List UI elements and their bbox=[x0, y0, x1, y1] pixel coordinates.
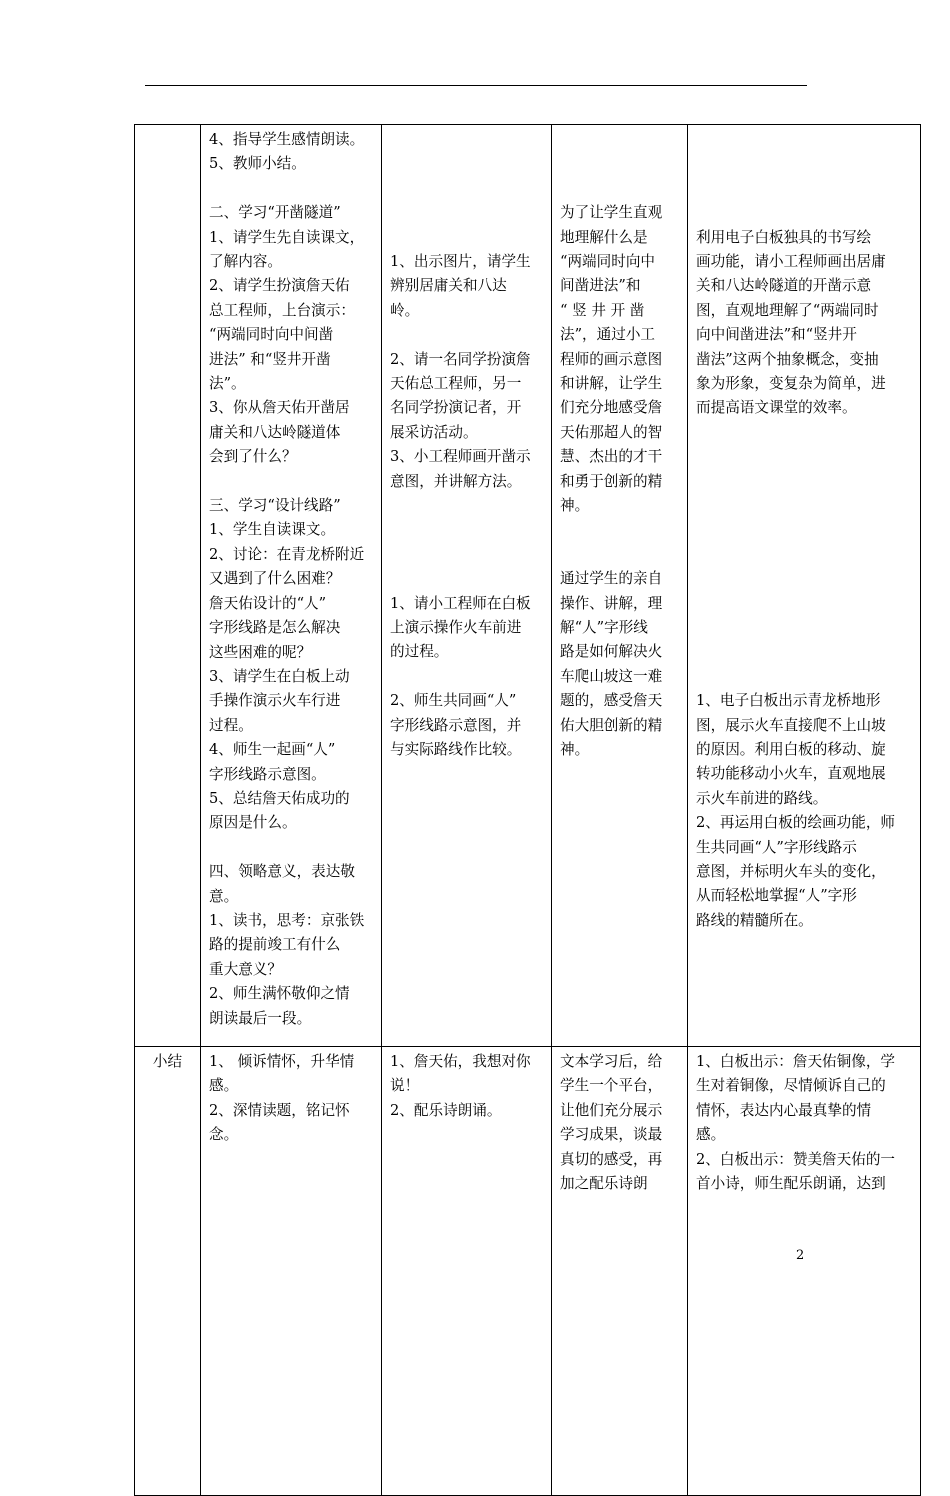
summary-row bbox=[135, 1047, 921, 1496]
blank-line bbox=[560, 152, 679, 176]
text-line: 1、电子白板出示青龙桥地形 bbox=[696, 692, 881, 710]
text-line: “两端同时向中间凿 bbox=[209, 326, 334, 344]
text-line: 程师的画示意图 bbox=[560, 350, 663, 368]
blank-line bbox=[696, 494, 912, 518]
blank-line bbox=[390, 152, 543, 176]
text-line: 1、 倾诉情怀，升华情 bbox=[209, 1053, 355, 1070]
blank-line bbox=[390, 665, 543, 689]
blank-line bbox=[696, 201, 912, 225]
text-line: 和讲解，让学生 bbox=[560, 375, 663, 393]
blank-line bbox=[390, 201, 543, 225]
text-line: 这些困难的呢？ bbox=[209, 643, 312, 661]
summary-intent-cell bbox=[552, 1047, 688, 1496]
text-line: 解“人”字形线 bbox=[560, 619, 648, 637]
text-line: “ 竖 井 开 凿 bbox=[560, 301, 645, 319]
blank-line bbox=[560, 543, 679, 567]
text-line: 神。 bbox=[560, 741, 590, 759]
blank-line bbox=[209, 836, 373, 860]
text-line: 2、请学生扮演詹天佑 bbox=[209, 277, 350, 295]
text-line: 1、请小工程师在白板 bbox=[390, 594, 531, 612]
blank-line bbox=[560, 518, 679, 542]
row-label-summary: 小结 bbox=[135, 1047, 201, 1496]
text-line: 佑大胆创新的精 bbox=[560, 716, 663, 734]
text-line: 詹天佑设计的“人” bbox=[209, 594, 327, 612]
text-line: 的过程。 bbox=[390, 643, 449, 661]
text-line: 凿法”这两个抽象概念，变抽 bbox=[696, 350, 879, 368]
text-line: 2、讨论：在青龙桥附近 bbox=[209, 545, 365, 563]
text-line: 1、读书，思考：京张铁 bbox=[209, 911, 365, 929]
text-line: 加之配乐诗朗 bbox=[560, 1175, 648, 1193]
text-line: 间凿进法”和 bbox=[560, 277, 641, 295]
text-line: 为了让学生直观 bbox=[560, 204, 663, 222]
text-line: 示火车前进的路线。 bbox=[696, 789, 828, 807]
text-line: 进法” 和“竖井开凿 bbox=[209, 350, 331, 368]
text-line: 字形线路是怎么解决 bbox=[209, 619, 341, 637]
blank-line bbox=[696, 567, 912, 591]
blank-line bbox=[696, 640, 912, 664]
student-activity-cell bbox=[382, 125, 552, 1047]
text-line: 2、师生共同画“人” bbox=[390, 692, 517, 710]
text-line: 首小诗，师生配乐朗诵，达到 bbox=[696, 1175, 886, 1193]
text-line: 原因是什么。 bbox=[209, 814, 297, 832]
text-line: 2、师生满怀敬仰之情 bbox=[209, 985, 350, 1003]
whiteboard-use-cell bbox=[688, 125, 921, 1047]
text-line: 地理解什么是 bbox=[560, 228, 648, 246]
text-line: 5、总结詹天佑成功的 bbox=[209, 789, 350, 807]
blank-line bbox=[390, 543, 543, 567]
text-line: 过程。 bbox=[209, 716, 253, 734]
blank-line bbox=[390, 518, 543, 542]
text-line: 生共同画“人”字形线路示 bbox=[696, 838, 857, 856]
design-intent-cell bbox=[552, 125, 688, 1047]
text-line: 意图，并标明火车头的变化， bbox=[696, 862, 886, 880]
blank-line bbox=[696, 518, 912, 542]
text-line: 意图，并讲解方法。 bbox=[390, 472, 522, 490]
text-line: 1、出示图片，请学生 bbox=[390, 252, 531, 270]
text-line: 和勇于创新的精 bbox=[560, 472, 663, 490]
text-line: 1、白板出示：詹天佑铜像，学 bbox=[696, 1053, 896, 1070]
blank-line bbox=[390, 177, 543, 201]
text-line: 了解内容。 bbox=[209, 253, 282, 271]
text-line: 从而轻松地掌握“人”字形 bbox=[696, 887, 857, 905]
text-line: 利用电子白板独具的书写绘 bbox=[696, 228, 872, 246]
text-line: 感。 bbox=[209, 1077, 239, 1095]
text-line: 1、请学生先自读课文， bbox=[209, 228, 365, 246]
text-line: 2、再运用白板的绘画功能，师 bbox=[696, 814, 896, 832]
text-line: 的原因。利用白板的移动、旋 bbox=[696, 740, 886, 758]
text-line: 2、请一名同学扮演詹 bbox=[390, 350, 531, 368]
text-line: 真切的感受，再 bbox=[560, 1150, 663, 1168]
text-line: 操作、讲解，理 bbox=[560, 594, 663, 612]
blank-line bbox=[390, 494, 543, 518]
text-line: 象为形象，变复杂为简单，进 bbox=[696, 375, 886, 392]
teacher-activity-cell bbox=[201, 125, 382, 1047]
row-label-main bbox=[135, 125, 201, 1047]
text-line: 辨别居庸关和八达 bbox=[390, 277, 507, 295]
summary-teacher-cell bbox=[201, 1047, 382, 1496]
blank-line bbox=[696, 592, 912, 616]
blank-line bbox=[696, 445, 912, 469]
text-line: 意。 bbox=[209, 887, 239, 905]
blank-line bbox=[696, 470, 912, 494]
text-line: 1、学生自读课文。 bbox=[209, 521, 336, 539]
text-line: 们充分地感受詹 bbox=[560, 399, 663, 417]
text-line: 岭。 bbox=[390, 301, 420, 319]
text-line: 3、你从詹天佑开凿居 bbox=[209, 399, 350, 417]
text-line: 重大意义？ bbox=[209, 960, 282, 978]
blank-line bbox=[560, 128, 679, 152]
text-line: 题的，感受詹天 bbox=[560, 692, 663, 710]
text-line: 展采访活动。 bbox=[390, 423, 478, 441]
blank-line bbox=[696, 421, 912, 445]
text-line: 又遇到了什么困难？ bbox=[209, 570, 341, 588]
text-line: 字形线路示意图，并 bbox=[390, 716, 522, 734]
text-line: 画功能，请小工程师画出居庸 bbox=[696, 252, 886, 270]
blank-line bbox=[390, 226, 543, 250]
text-line: 4、师生一起画“人” bbox=[209, 741, 336, 759]
text-line: 手操作演示火车行进 bbox=[209, 692, 341, 710]
header-rule bbox=[145, 85, 807, 86]
blank-line bbox=[696, 543, 912, 567]
text-line: 2、白板出示：赞美詹天佑的一 bbox=[696, 1150, 896, 1168]
blank-line bbox=[696, 665, 912, 689]
text-line: 法”，通过小工 bbox=[560, 326, 656, 344]
blank-line bbox=[209, 470, 373, 494]
blank-line bbox=[696, 616, 912, 640]
text-line: 让他们充分展示 bbox=[560, 1101, 663, 1119]
text-line: 图，直观地理解了“两端同时 bbox=[696, 301, 879, 319]
text-line: 5、教师小结。 bbox=[209, 155, 306, 173]
text-line: 天佑总工程师，另一 bbox=[390, 374, 522, 392]
text-line: 总工程师，上台演示： bbox=[209, 301, 355, 319]
text-line: 会到了什么？ bbox=[209, 448, 297, 466]
summary-whiteboard-cell bbox=[688, 1047, 921, 1496]
blank-line bbox=[390, 128, 543, 152]
text-line: 4、指导学生感情朗读。 bbox=[209, 131, 365, 148]
text-line: 上演示操作火车前进 bbox=[390, 618, 522, 636]
text-line: 关和八达岭隧道的开凿示意 bbox=[696, 277, 872, 295]
text-line: 三、学习“设计线路” bbox=[209, 497, 341, 515]
text-line: 慧、杰出的才干 bbox=[560, 448, 663, 466]
teaching-process-row bbox=[135, 125, 921, 1047]
blank-line bbox=[696, 177, 912, 201]
text-line: 路的提前竣工有什么 bbox=[209, 936, 341, 954]
text-line: 情怀，表达内心最真挚的情 bbox=[696, 1101, 872, 1119]
text-line: 与实际路线作比较。 bbox=[390, 740, 522, 758]
blank-line bbox=[390, 323, 543, 347]
text-line: 路线的精髓所在。 bbox=[696, 911, 813, 929]
blank-line bbox=[696, 128, 912, 152]
blank-line bbox=[209, 177, 373, 201]
text-line: 神。 bbox=[560, 497, 590, 515]
text-line: 生对着铜像，尽情倾诉自己的 bbox=[696, 1077, 886, 1095]
text-line: 名同学扮演记者，开 bbox=[390, 399, 522, 417]
text-line: 车爬山坡这一难 bbox=[560, 667, 663, 685]
blank-line bbox=[696, 152, 912, 176]
text-line: 2、配乐诗朗诵。 bbox=[390, 1101, 502, 1119]
text-line: 学习成果，谈最 bbox=[560, 1126, 663, 1144]
text-line: 3、小工程师画开凿示 bbox=[390, 448, 531, 466]
text-line: 而提高语文课堂的效率。 bbox=[696, 399, 857, 417]
text-line: 文本学习后，给 bbox=[560, 1053, 663, 1070]
text-line: 庸关和八达岭隧道体 bbox=[209, 423, 341, 441]
blank-line bbox=[390, 567, 543, 591]
text-line: 念。 bbox=[209, 1126, 239, 1144]
text-line: 二、学习“开凿隧道” bbox=[209, 204, 341, 222]
text-line: 路是如何解决火 bbox=[560, 643, 663, 661]
text-line: “两端同时向中 bbox=[560, 252, 656, 270]
text-line: 法”。 bbox=[209, 375, 246, 393]
text-line: 通过学生的亲自 bbox=[560, 570, 663, 588]
text-line: 2、深情读题，铭记怀 bbox=[209, 1101, 350, 1119]
summary-student-cell bbox=[382, 1047, 552, 1496]
page-number: 2 bbox=[796, 1248, 805, 1263]
text-line: 四、领略意义，表达敬 bbox=[209, 863, 355, 881]
lesson-plan-table bbox=[134, 124, 921, 1496]
text-line: 学生一个平台， bbox=[560, 1077, 663, 1095]
text-line: 字形线路示意图。 bbox=[209, 765, 326, 783]
text-line: 向中间凿进法”和“竖井开 bbox=[696, 326, 857, 344]
blank-line bbox=[560, 177, 679, 201]
text-line: 1、詹天佑，我想对你 bbox=[390, 1053, 531, 1070]
text-line: 朗读最后一段。 bbox=[209, 1009, 312, 1027]
text-line: 图，展示火车直接爬不上山坡 bbox=[696, 716, 886, 734]
text-line: 3、请学生在白板上动 bbox=[209, 667, 350, 685]
text-line: 感。 bbox=[696, 1126, 726, 1144]
text-line: 天佑那超人的智 bbox=[560, 423, 663, 441]
text-line: 转功能移动小火车，直观地展 bbox=[696, 765, 886, 783]
text-line: 说！ bbox=[390, 1077, 420, 1095]
